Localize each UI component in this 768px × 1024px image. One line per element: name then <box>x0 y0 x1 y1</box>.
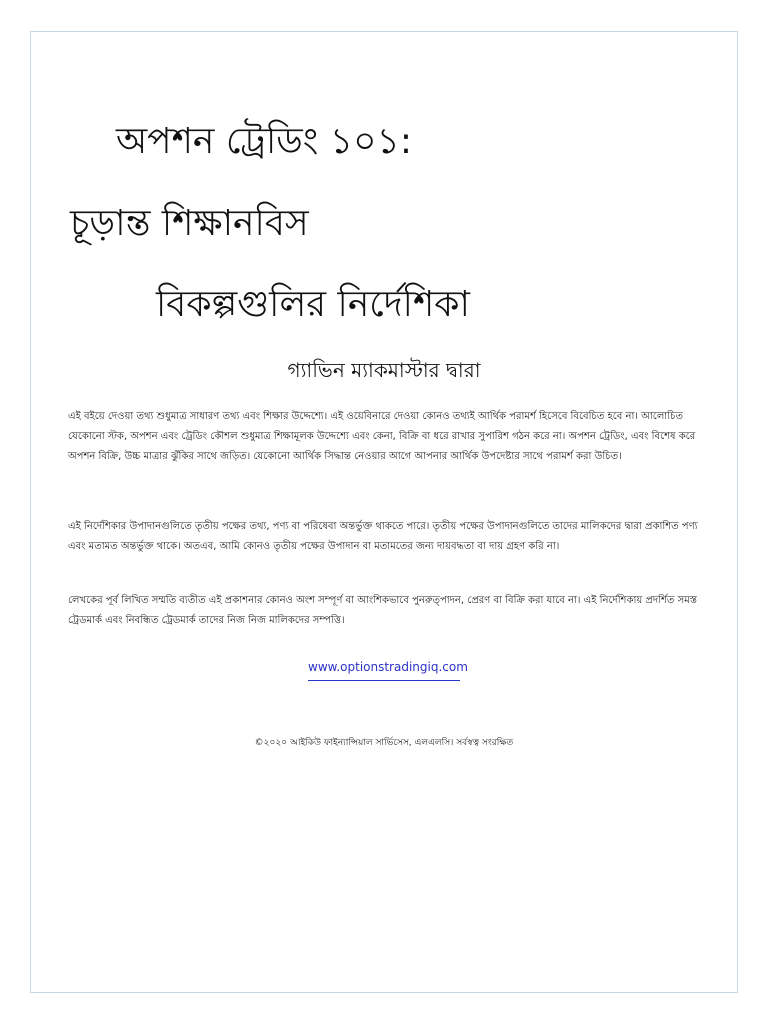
website-link[interactable]: www.optionstradingiq.com <box>308 658 460 681</box>
author-line: গ্যাভিন ম্যাকমাস্টার দ্বারা <box>287 358 481 382</box>
title-line-2: চূড়ান্ত শিক্ষানবিস <box>70 203 309 244</box>
page-frame <box>30 31 738 993</box>
third-party-paragraph: এই নির্দেশিকার উপাদানগুলিতে তৃতীয় পক্ষের তথ্য, পণ্য বা পরিষেবা অন্তর্ভুক্ত থাকতে পারে। তৃতীয় পক্ষের উপাদানগুলিতে তাদের মালিকদের দ্বারা প্রকাশিত পণ্য এবং মতামত অন্তর্ভুক্ত থাকে। অতএব, আমি কোনও তৃতীয় পক্ষের উপাদান বা মতামতের জন্য দায়বদ্ধতা বা দায় গ্রহণ করি না। <box>68 521 698 552</box>
title-line-3: বিকল্পগুলির নির্দেশিকা <box>156 284 470 325</box>
copyright-line: ©২০২০ আইকিউ ফাইন্যান্সিয়াল সার্ভিসেস, এলএলসি। সর্বস্বত্ব সংরক্ষিত <box>254 738 514 748</box>
website-container <box>0 656 768 681</box>
copyright-notice-paragraph: লেখকের পূর্ব লিখিত সম্মতি ব্যতীত এই প্রকাশনার কোনও অংশ সম্পূর্ণ বা আংশিকভাবে পুনরুত্পাদন, প্রেরণ বা বিক্রি করা যাবে না। এই নির্দেশিকায় প্রদর্শিত সমস্ত ট্রেডমার্ক এবং নিবন্ধিত ট্রেডমার্ক তাদের নিজ নিজ মালিকদের সম্পত্তি। <box>68 595 697 626</box>
disclaimer-paragraph: এই বইয়ে দেওয়া তথ্য শুধুমাত্র সাধারণ তথ্য এবং শিক্ষার উদ্দেশ্যে। এই ওয়েবিনারে দেওয়া কোনও তথ্যই আর্থিক পরামর্শ হিসেবে বিবেচিত হবে না। আলোচিত যেকোনো স্টক, অপশন এবং ট্রেডিং কৌশল শুধুমাত্র শিক্ষামূলক উদ্দেশ্যে এবং কেনা, বিক্রি বা ধরে রাখার সুপারিশ গঠন করে না। অপশন ট্রেডিং, এবং বিশেষ করে অপশন বিক্রি, উচ্চ মাত্রার ঝুঁকির সাথে জড়িত। যেকোনো আর্থিক সিদ্ধান্ত নেওয়ার আগে আপনার আর্থিক উপদেষ্টার সাথে পরামর্শ করা উচিত। <box>68 411 696 462</box>
title-line-1: অপশন ট্রেডিং ১০১: <box>116 121 413 162</box>
